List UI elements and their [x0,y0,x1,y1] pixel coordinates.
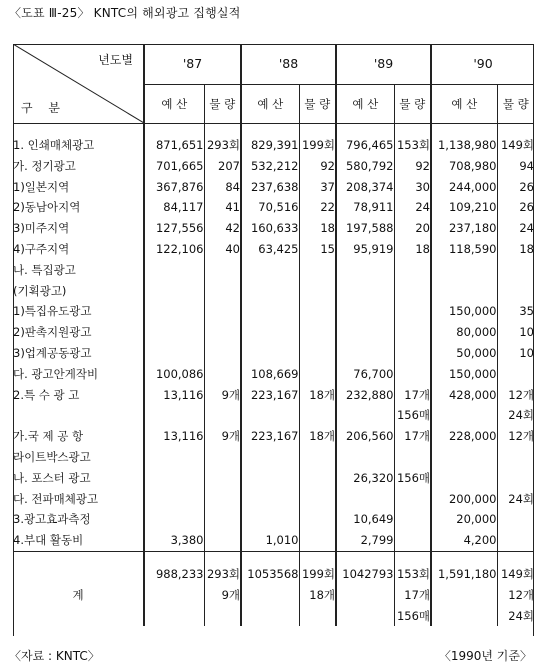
total-budget-cell [144,606,204,627]
spacer-cell [497,124,534,136]
row-label: 가. 정기광고 [13,156,144,177]
row-label: 나. 포스터 광고 [13,468,144,489]
spacer-cell [13,124,144,136]
budget-cell [241,447,299,468]
quantity-cell [299,301,336,322]
quantity-cell: 30 [394,177,431,198]
budget-cell: 244,000 [431,177,497,198]
quantity-cell: 12개 [508,387,534,402]
total-quantity-cell: 24회 [508,608,534,623]
budget-cell [144,468,204,489]
table-row [13,509,534,530]
quantity-cell [497,468,534,489]
year-88-header: '88 [241,44,336,85]
total-quantity-cell: 153회 [394,564,431,585]
row-label: 3)미주지역 [13,218,144,239]
quantity-cell: 41 [204,197,241,218]
quantity-header-3: 물 량 [497,85,534,124]
quantity-cell: 156매 [394,405,431,426]
quantity-cell [394,489,431,510]
budget-cell: 367,876 [144,177,204,198]
budget-cell [144,509,204,530]
budget-cell [241,509,299,530]
spacer-cell [336,551,394,564]
budget-cell [144,281,204,302]
quantity-header-2: 물 량 [394,85,431,124]
quantity-cell: 17개 [394,385,431,406]
row-label: 나. 특집광고 [13,260,144,281]
budget-cell: 232,880 [336,385,394,406]
table-row [13,239,534,260]
budget-cell: 206,560 [336,426,394,447]
total-quantity-cell [299,606,336,627]
budget-cell: 796,465 [336,135,394,156]
budget-cell: 428,000 [431,385,497,406]
quantity-cell [204,447,241,468]
quantity-cell [204,364,241,385]
quantity-cell: 10 [519,325,534,340]
total-budget-cell [431,606,497,627]
table-row [13,530,534,551]
budget-cell [241,343,299,364]
row-label: 다. 광고안게작비 [13,364,144,385]
table-row [13,156,534,177]
row-label: 1)특집유도광고 [13,301,144,322]
budget-cell: 197,588 [336,218,394,239]
quantity-cell: 26 [519,179,534,194]
quantity-cell [497,260,534,281]
spacer-cell [431,551,497,564]
quantity-cell [204,343,241,364]
budget-cell: 237,180 [431,218,497,239]
quantity-cell [299,281,336,302]
budget-cell [144,489,204,510]
table-row [13,281,534,302]
total-budget-cell [241,606,299,627]
spacer-cell [299,551,336,564]
budget-cell [336,405,394,426]
budget-cell: 10,649 [336,509,394,530]
year-87-header: '87 [144,44,241,85]
quantity-cell [204,322,241,343]
quantity-cell: 12개 [508,429,534,444]
budget-cell [336,281,394,302]
quantity-cell [299,489,336,510]
budget-cell [241,281,299,302]
table-caption: 〈도표 Ⅲ-25〉 KNTC의 해외광고 집행실적 [9,6,241,20]
total-budget-cell [431,585,497,606]
budget-cell [241,260,299,281]
quantity-cell: 18 [299,218,336,239]
quantity-cell [394,364,431,385]
total-quantity-cell: 9개 [204,585,241,606]
total-row [13,564,534,585]
diag-category-label: 구 분 [21,101,66,115]
quantity-cell [299,447,336,468]
budget-cell: 80,000 [431,322,497,343]
quantity-cell [299,530,336,551]
quantity-cell [299,343,336,364]
quantity-cell: 42 [204,218,241,239]
quantity-cell [204,509,241,530]
table-row [13,218,534,239]
spacer-row [13,124,534,136]
quantity-cell [394,509,431,530]
table-row [13,447,534,468]
quantity-cell [299,509,336,530]
budget-cell: 70,516 [241,197,299,218]
budget-cell [241,301,299,322]
quantity-cell [299,468,336,489]
budget-cell: 3,380 [144,530,204,551]
quantity-cell: 20 [394,218,431,239]
total-budget-cell [336,585,394,606]
quantity-cell [299,260,336,281]
quantity-cell [204,530,241,551]
budget-cell: 13,116 [144,385,204,406]
row-label: 4.부대 활동비 [13,530,144,551]
table-top-border [13,44,534,45]
quantity-cell: 35 [519,304,534,319]
budget-cell [336,489,394,510]
spacer-cell [336,124,394,136]
budget-cell [431,260,497,281]
budget-cell: 4,200 [431,530,497,551]
budget-cell: 20,000 [431,509,497,530]
quantity-cell: 149회 [500,138,534,152]
budget-cell [241,405,299,426]
quantity-cell [394,281,431,302]
row-label: (기획광고) [13,281,144,302]
spacer-cell [204,124,241,136]
budget-cell: 13,116 [144,426,204,447]
row-label [13,405,144,426]
budget-cell [144,322,204,343]
diag-year-label: 년도별 [98,53,133,67]
total-budget-cell: 988,233 [144,564,204,585]
total-quantity-cell: 17개 [394,585,431,606]
quantity-cell [497,364,534,385]
budget-header-3: 예 산 [431,85,497,124]
total-quantity-cell [204,606,241,627]
quantity-cell: 84 [204,177,241,198]
quantity-cell: 40 [204,239,241,260]
budget-cell: 1,010 [241,530,299,551]
budget-cell [431,468,497,489]
overseas-ad-table [13,44,534,626]
table-row [13,343,534,364]
budget-cell: 95,919 [336,239,394,260]
table-row [13,260,534,281]
budget-cell [144,405,204,426]
budget-header-1: 예 산 [241,85,299,124]
spacer-row [13,551,534,564]
quantity-cell [394,322,431,343]
budget-cell: 829,391 [241,135,299,156]
table-row [13,197,534,218]
source-note: 〈자료 : KNTC〉 [9,649,100,663]
budget-cell: 100,086 [144,364,204,385]
budget-cell: 118,590 [431,239,497,260]
quantity-cell [204,301,241,322]
quantity-cell: 24회 [508,408,534,423]
budget-cell [241,322,299,343]
total-budget-cell: 1053568 [241,564,299,585]
total-quantity-cell: 149회 [500,566,534,581]
quantity-cell [497,447,534,468]
quantity-cell [394,260,431,281]
quantity-cell [497,509,534,530]
budget-header-2: 예 산 [336,85,394,124]
row-label: 라이트박스광고 [13,447,144,468]
quantity-cell: 17개 [394,426,431,447]
budget-cell: 1,138,980 [431,135,497,156]
quantity-cell: 18개 [299,426,336,447]
spacer-cell [299,124,336,136]
quantity-header-0: 물 량 [204,85,241,124]
spacer-cell [241,124,299,136]
table-row [13,405,534,426]
total-quantity-cell: 199회 [299,564,336,585]
table-row [13,426,534,447]
year-header-row [13,44,534,85]
table-row [13,301,534,322]
year-89-header: '89 [336,44,431,85]
budget-cell [144,301,204,322]
spacer-cell [204,551,241,564]
quantity-header-1: 물 량 [299,85,336,124]
budget-cell: 708,980 [431,156,497,177]
budget-cell [241,468,299,489]
quantity-cell [204,260,241,281]
budget-cell: 701,665 [144,156,204,177]
budget-cell: 108,669 [241,364,299,385]
quantity-cell [394,530,431,551]
quantity-cell: 24회 [508,491,534,506]
table-row [13,177,534,198]
row-label: 1)일본지역 [13,177,144,198]
budget-cell [431,281,497,302]
row-label: 2)판촉지원광고 [13,322,144,343]
spacer-cell [394,124,431,136]
quantity-cell: 10 [519,345,534,360]
quantity-cell: 26 [519,200,534,215]
budget-cell [431,447,497,468]
quantity-cell [204,281,241,302]
quantity-cell: 156매 [394,468,431,489]
quantity-cell: 24 [519,221,534,236]
spacer-cell [144,551,204,564]
table-row [13,364,534,385]
quantity-cell: 9개 [204,426,241,447]
total-budget-cell [144,585,204,606]
budget-cell: 63,425 [241,239,299,260]
quantity-cell: 293회 [204,135,241,156]
quantity-cell: 207 [204,156,241,177]
budget-cell: 150,000 [431,364,497,385]
budget-cell [241,489,299,510]
budget-cell: 532,212 [241,156,299,177]
row-label: 4)구주지역 [13,239,144,260]
budget-cell: 127,556 [144,218,204,239]
budget-header-0: 예 산 [144,85,204,124]
table-row [13,489,534,510]
total-budget-cell [241,585,299,606]
budget-cell: 160,633 [241,218,299,239]
table-row [13,135,534,156]
quantity-cell: 18 [394,239,431,260]
budget-cell [336,322,394,343]
total-quantity-cell: 12개 [508,587,534,602]
budget-cell: 150,000 [431,301,497,322]
year-90-header: '90 [431,44,534,85]
quantity-cell: 92 [394,156,431,177]
budget-cell: 580,792 [336,156,394,177]
quantity-cell [394,447,431,468]
total-quantity-cell: 156매 [394,606,431,627]
budget-cell: 237,638 [241,177,299,198]
budget-cell: 84,117 [144,197,204,218]
budget-cell: 223,167 [241,426,299,447]
budget-cell: 50,000 [431,343,497,364]
budget-cell: 223,167 [241,385,299,406]
quantity-cell [204,489,241,510]
budget-cell: 871,651 [144,135,204,156]
quantity-cell: 94 [519,158,534,173]
total-budget-cell: 1,591,180 [431,564,497,585]
budget-cell: 122,106 [144,239,204,260]
table-row [13,322,534,343]
quantity-cell [204,405,241,426]
total-budget-cell: 1042793 [336,564,394,585]
budget-cell [336,447,394,468]
budget-cell: 228,000 [431,426,497,447]
quantity-cell [299,364,336,385]
row-label: 1. 인쇄매체광고 [13,135,144,156]
budget-cell: 200,000 [431,489,497,510]
quantity-cell [497,281,534,302]
total-quantity-cell: 293회 [204,564,241,585]
row-label: 2)동남아지역 [13,197,144,218]
quantity-cell: 24 [394,197,431,218]
total-quantity-cell: 18개 [299,585,336,606]
budget-cell: 2,799 [336,530,394,551]
quantity-cell [204,468,241,489]
row-label: 2.특 수 광 고 [13,385,144,406]
total-label: 계 [13,564,144,626]
row-label: 3.광고효과측정 [13,509,144,530]
quantity-cell [394,301,431,322]
quantity-cell: 199회 [299,135,336,156]
budget-cell: 78,911 [336,197,394,218]
quantity-cell: 37 [299,177,336,198]
budget-cell: 208,374 [336,177,394,198]
quantity-cell [299,405,336,426]
budget-cell [144,260,204,281]
row-label: 다. 전파매체광고 [13,489,144,510]
spacer-cell [144,124,204,136]
budget-cell: 26,320 [336,468,394,489]
spacer-cell [13,551,144,564]
quantity-cell: 153회 [394,135,431,156]
spacer-cell [394,551,431,564]
budget-cell [144,343,204,364]
quantity-cell: 22 [299,197,336,218]
quantity-cell: 18 [519,241,534,256]
quantity-cell [394,343,431,364]
row-label: 가.국 제 공 항 [13,426,144,447]
quantity-cell: 15 [299,239,336,260]
budget-cell [336,343,394,364]
quantity-cell [299,322,336,343]
row-label: 3)업계공동광고 [13,343,144,364]
spacer-cell [497,551,534,564]
total-budget-cell [336,606,394,627]
quantity-cell [497,530,534,551]
quantity-cell: 18개 [299,385,336,406]
budget-cell [336,301,394,322]
budget-cell [144,447,204,468]
basis-note: 〈1990년 기준〉 [438,649,532,663]
spacer-cell [431,124,497,136]
budget-cell: 109,210 [431,197,497,218]
budget-cell: 76,700 [336,364,394,385]
quantity-cell: 9개 [204,385,241,406]
diagonal-header-cell [13,44,144,124]
budget-cell [431,405,497,426]
budget-cell [336,260,394,281]
table-row [13,385,534,406]
table-right-border [533,44,534,636]
spacer-cell [241,551,299,564]
table-left-border [13,44,14,636]
quantity-cell: 92 [299,156,336,177]
table-row [13,468,534,489]
